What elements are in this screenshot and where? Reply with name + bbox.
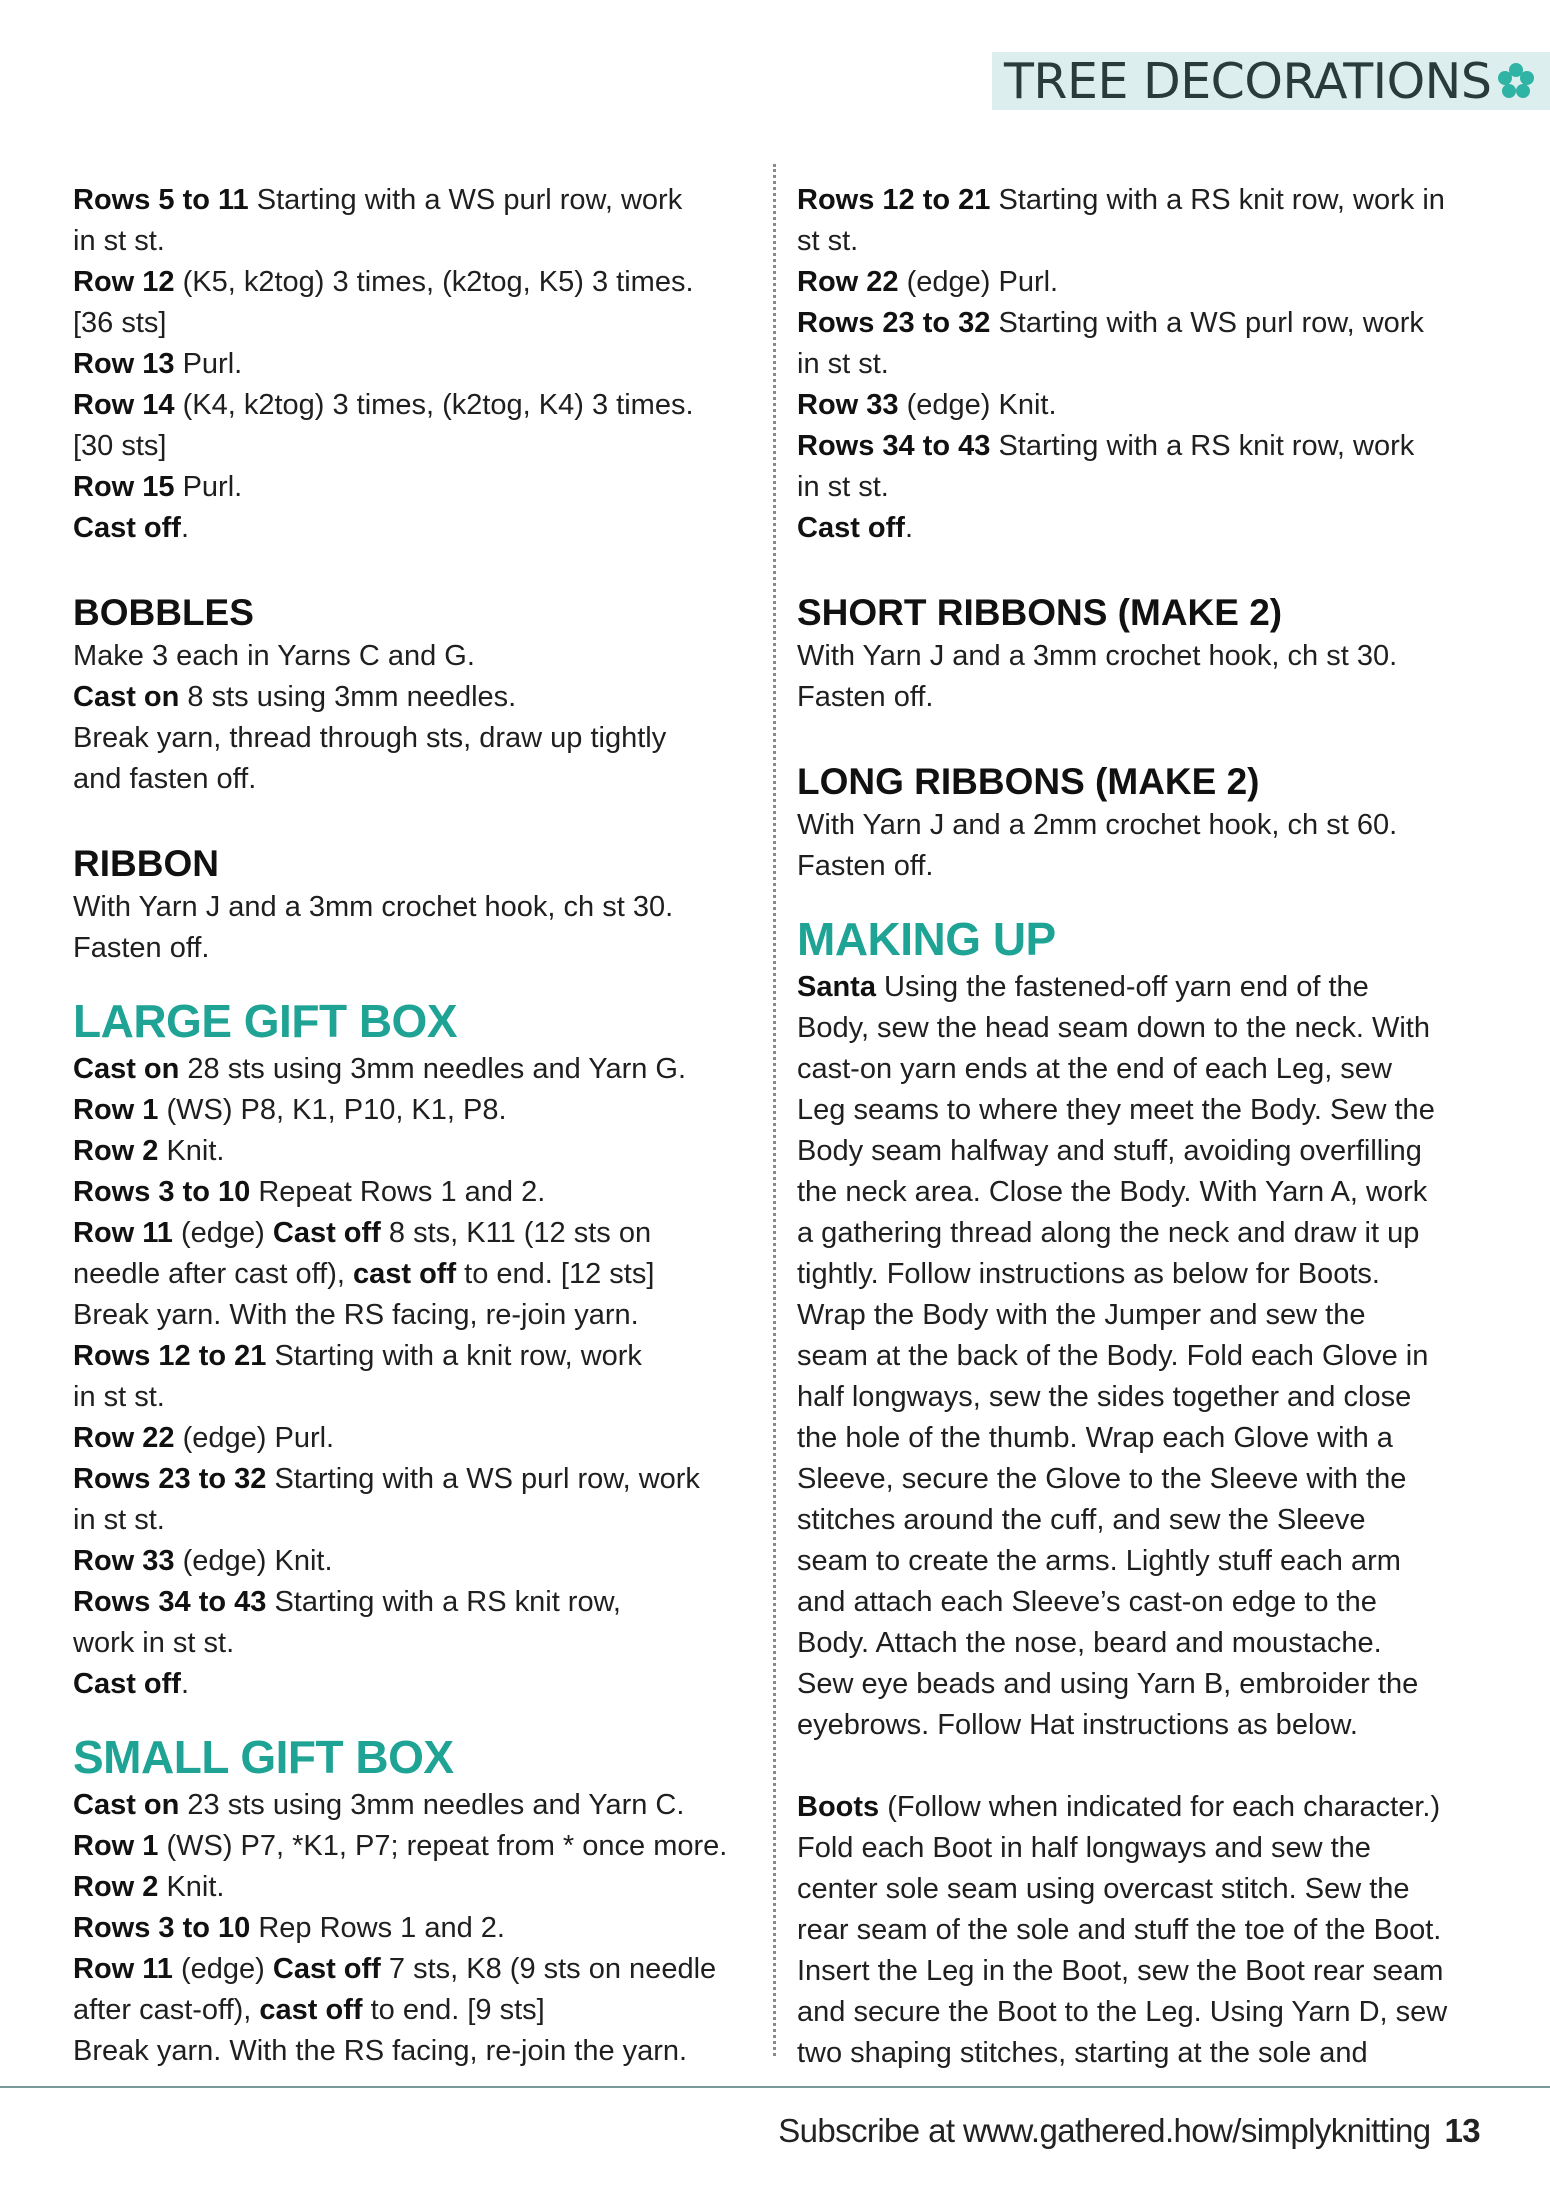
line-text: rear seam of the sole and stuff the toe of the Boot. [797, 1914, 1442, 1946]
flower-icon [1497, 62, 1535, 100]
line-text: seam at the back of the Body. Fold each Glove in [797, 1340, 1429, 1372]
text-line [797, 1090, 1487, 1131]
right-column [797, 180, 1487, 2074]
bold-term: Rows 23 to 32 [797, 307, 991, 339]
line-text: (edge) Knit. [174, 1545, 333, 1577]
spacer [797, 549, 1487, 590]
text-line [797, 967, 1487, 1008]
bold-term: Cast off [272, 1217, 381, 1249]
line-text: 8 sts using 3mm needles. [179, 681, 517, 713]
text-line [797, 1992, 1487, 2033]
text-line [797, 262, 1487, 303]
text-line [797, 385, 1487, 426]
text-line [797, 2033, 1487, 2074]
bold-term: Boots [797, 1791, 880, 1823]
line-text: the hole of the thumb. Wrap each Glove with a [797, 1422, 1393, 1454]
line-text: Rep Rows 1 and 2. [250, 1912, 505, 1944]
line-text: Starting with a WS purl row, work [266, 1463, 700, 1495]
line-text: . [904, 512, 914, 544]
bold-term: Row 33 [73, 1545, 175, 1577]
line-text: 8 sts, K11 (12 sts on [380, 1217, 652, 1249]
text-line [797, 1377, 1487, 1418]
line-text: Purl. [174, 348, 243, 380]
text-line [73, 759, 763, 800]
text-line [73, 1254, 763, 1295]
text-line [797, 1500, 1487, 1541]
section-heading: SMALL GIFT BOX [73, 1731, 454, 1783]
spacer [73, 800, 763, 841]
text-line [73, 426, 763, 467]
text-line [73, 303, 763, 344]
bold-term: Row 22 [73, 1422, 175, 1454]
line-text: Starting with a RS knit row, work in [990, 184, 1445, 216]
text-line [73, 1377, 763, 1418]
spacer [797, 718, 1487, 759]
text-line [797, 508, 1487, 549]
line-text: 28 sts using 3mm needles and Yarn G. [179, 1053, 687, 1085]
bold-term: Row 1 [73, 1830, 159, 1862]
text-line [797, 1336, 1487, 1377]
line-text: Fasten off. [797, 681, 934, 713]
line-text: (WS) P8, K1, P10, K1, P8. [158, 1094, 507, 1126]
text-line [73, 1418, 763, 1459]
page-number: 13 [1444, 2112, 1480, 2149]
bold-term: cast off [352, 1258, 457, 1290]
text-line [73, 344, 763, 385]
text-line [73, 221, 763, 262]
text-line [73, 1500, 763, 1541]
bold-term: Rows 34 to 43 [73, 1586, 267, 1618]
text-line [73, 1908, 763, 1949]
text-line [797, 1459, 1487, 1500]
text-line [73, 1664, 763, 1705]
text-line [797, 344, 1487, 385]
text-line [797, 1541, 1487, 1582]
line-text: (edge) Knit. [898, 389, 1057, 421]
text-line [797, 1951, 1487, 1992]
bold-term: Row 1 [73, 1094, 159, 1126]
bold-term: Row 15 [73, 471, 175, 503]
line-text: Break yarn. With the RS facing, re-join yarn. [73, 1299, 639, 1331]
bold-term: Santa [797, 971, 876, 1003]
line-text: center sole seam using overcast stitch. Sew the [797, 1873, 1410, 1905]
line-text: eyebrows. Follow Hat instructions as below. [797, 1709, 1358, 1741]
bold-term: cast off [259, 1994, 363, 2026]
bold-term: Rows 12 to 21 [73, 1340, 267, 1372]
line-text: needle after cast off), [73, 1258, 353, 1290]
left-column [73, 180, 763, 2072]
bold-term: Row 11 [73, 1217, 173, 1249]
text-line [797, 1131, 1487, 1172]
line-text: work in st st. [73, 1627, 235, 1659]
bold-term: Rows 34 to 43 [797, 430, 991, 462]
bold-term: Row 22 [797, 266, 899, 298]
text-line [73, 1867, 763, 1908]
line-text: Make 3 each in Yarns C and G. [73, 640, 475, 672]
line-text: (edge) Purl. [174, 1422, 335, 1454]
spacer [797, 1746, 1487, 1787]
line-text: (edge) [172, 1217, 273, 1249]
text-line [797, 1623, 1487, 1664]
text-line [73, 718, 763, 759]
text-line [73, 1172, 763, 1213]
line-text: Sleeve, secure the Glove to the Sleeve with the [797, 1463, 1407, 1495]
text-line [73, 2031, 763, 2072]
line-text: seam to create the arms. Lightly stuff each arm [797, 1545, 1401, 1577]
text-line [73, 1990, 763, 2031]
text-line [797, 1664, 1487, 1705]
bold-term: Row 11 [73, 1953, 173, 1985]
text-line [73, 1541, 763, 1582]
text-line [797, 846, 1487, 887]
section-heading: LARGE GIFT BOX [73, 995, 457, 1047]
line-text: in st st. [73, 225, 165, 257]
text-line [73, 1949, 763, 1990]
sub-heading: LONG RIBBONS (MAKE 2) [797, 761, 1260, 802]
line-text: Knit. [158, 1871, 225, 1903]
text-line [73, 385, 763, 426]
line-text: With Yarn J and a 2mm crochet hook, ch st 60. [797, 809, 1398, 841]
bold-term: Cast on [73, 681, 180, 713]
text-line [797, 1254, 1487, 1295]
text-line [797, 636, 1487, 677]
line-text: [30 sts] [73, 430, 167, 462]
line-text: Fasten off. [797, 850, 934, 882]
text-line [797, 1172, 1487, 1213]
text-line [797, 1295, 1487, 1336]
line-text: cast-on yarn ends at the end of each Leg, sew [797, 1053, 1392, 1085]
bold-term: Rows 5 to 11 [73, 184, 249, 216]
line-text: Break yarn, thread through sts, draw up tightly [73, 722, 667, 754]
line-text: Body. Attach the nose, beard and moustache. [797, 1627, 1382, 1659]
spacer [73, 969, 763, 993]
line-text: to end. [9 sts] [362, 1994, 545, 2026]
line-text: st st. [797, 225, 859, 257]
footer [778, 2112, 1480, 2150]
line-text: Starting with a knit row, work [266, 1340, 642, 1372]
line-text: Purl. [174, 471, 243, 503]
line-text: Fasten off. [73, 932, 210, 964]
text-line [73, 1826, 763, 1867]
line-text: Starting with a RS knit row, work [990, 430, 1415, 462]
line-text: in st st. [797, 471, 889, 503]
line-text: Starting with a WS purl row, work [248, 184, 683, 216]
line-text: Body, sew the head seam down to the neck. With [797, 1012, 1430, 1044]
line-text: With Yarn J and a 3mm crochet hook, ch st 30. [73, 891, 674, 923]
text-line [797, 805, 1487, 846]
text-line [73, 1336, 763, 1377]
line-text: (Follow when indicated for each character.) [879, 1791, 1441, 1823]
line-text: . [180, 1668, 190, 1700]
spacer [797, 887, 1487, 911]
line-text: Insert the Leg in the Boot, sew the Boot rear seam [797, 1955, 1444, 1987]
text-line [73, 1049, 763, 1090]
line-text: (WS) P7, *K1, P7; repeat from * once more. [158, 1830, 728, 1862]
line-text: in st st. [73, 1381, 165, 1413]
line-text: Using the fastened-off yarn end of the [875, 971, 1369, 1003]
text-line [73, 1582, 763, 1623]
text-line [73, 262, 763, 303]
text-line [73, 1623, 763, 1664]
line-text: Knit. [158, 1135, 225, 1167]
bold-term: Cast on [73, 1789, 180, 1821]
text-line [797, 303, 1487, 344]
text-line [73, 1090, 763, 1131]
bold-term: Cast off [73, 1668, 181, 1700]
sub-heading: RIBBON [73, 843, 219, 884]
text-line [73, 928, 763, 969]
section-title: TREE DECORATIONS [1004, 52, 1492, 110]
line-text: Break yarn. With the RS facing, re-join the yarn. [73, 2035, 688, 2067]
bold-term: Rows 23 to 32 [73, 1463, 267, 1495]
line-text: (K5, k2tog) 3 times, (k2tog, K5) 3 times. [174, 266, 694, 298]
bold-term: Cast off [797, 512, 905, 544]
line-text: after cast-off), [73, 1994, 260, 2026]
line-text: and fasten off. [73, 763, 257, 795]
section-header [992, 52, 1550, 110]
line-text: Fold each Boot in half longways and sew the [797, 1832, 1371, 1864]
line-text: and attach each Sleeve’s cast-on edge to the [797, 1586, 1377, 1618]
text-line [73, 508, 763, 549]
text-line [797, 467, 1487, 508]
line-text: tightly. Follow instructions as below for Boots. [797, 1258, 1380, 1290]
bold-term: Rows 3 to 10 [73, 1176, 251, 1208]
text-line [797, 1213, 1487, 1254]
line-text: . [180, 512, 190, 544]
line-text: a gathering thread along the neck and draw it up [797, 1217, 1420, 1249]
line-text: half longways, sew the sides together and close [797, 1381, 1412, 1413]
bold-term: Row 33 [797, 389, 899, 421]
text-line [797, 1582, 1487, 1623]
line-text: and secure the Boot to the Leg. Using Yarn D, sew [797, 1996, 1448, 2028]
line-text: Wrap the Body with the Jumper and sew the [797, 1299, 1366, 1331]
line-text: two shaping stitches, starting at the sole and [797, 2037, 1368, 2069]
bold-term: Cast on [73, 1053, 180, 1085]
spacer [73, 549, 763, 590]
line-text: Repeat Rows 1 and 2. [250, 1176, 546, 1208]
line-text: in st st. [797, 348, 889, 380]
line-text: the neck area. Close the Body. With Yarn A, work [797, 1176, 1428, 1208]
bold-term: Row 14 [73, 389, 175, 421]
bold-term: Row 2 [73, 1871, 159, 1903]
bold-term: Row 2 [73, 1135, 159, 1167]
bold-term: Cast off [272, 1953, 381, 1985]
subscribe-text: Subscribe at www.gathered.how/simplyknitting [778, 2112, 1431, 2149]
bold-term: Rows 3 to 10 [73, 1912, 251, 1944]
text-line [797, 677, 1487, 718]
bold-term: Cast off [73, 512, 181, 544]
sub-heading: SHORT RIBBONS (MAKE 2) [797, 592, 1283, 633]
text-line [73, 467, 763, 508]
line-text: (edge) Purl. [898, 266, 1059, 298]
line-text: 23 sts using 3mm needles and Yarn C. [179, 1789, 685, 1821]
text-line [73, 636, 763, 677]
column-divider [773, 164, 776, 2056]
text-line [797, 1828, 1487, 1869]
text-line [73, 1131, 763, 1172]
line-text: stitches around the cuff, and sew the Sleeve [797, 1504, 1366, 1536]
text-line [797, 1910, 1487, 1951]
text-line [797, 1787, 1487, 1828]
text-line [797, 180, 1487, 221]
line-text: With Yarn J and a 3mm crochet hook, ch st 30. [797, 640, 1398, 672]
text-line [73, 1785, 763, 1826]
line-text: (K4, k2tog) 3 times, (k2tog, K4) 3 times. [174, 389, 694, 421]
text-line [797, 1869, 1487, 1910]
section-heading: MAKING UP [797, 913, 1056, 965]
text-line [797, 1049, 1487, 1090]
line-text: Body seam halfway and stuff, avoiding overfilling [797, 1135, 1422, 1167]
spacer [73, 1705, 763, 1729]
text-line [73, 1295, 763, 1336]
line-text: (edge) [172, 1953, 273, 1985]
line-text: to end. [12 sts] [456, 1258, 655, 1290]
text-line [73, 677, 763, 718]
line-text: [36 sts] [73, 307, 167, 339]
text-line [797, 1418, 1487, 1459]
text-line [797, 1008, 1487, 1049]
line-text: Sew eye beads and using Yarn B, embroider the [797, 1668, 1419, 1700]
text-line [73, 180, 763, 221]
line-text: Starting with a WS purl row, work [990, 307, 1424, 339]
footer-rule [0, 2086, 1550, 2088]
line-text: 7 sts, K8 (9 sts on needle [380, 1953, 717, 1985]
bold-term: Row 12 [73, 266, 175, 298]
text-line [73, 887, 763, 928]
text-line [797, 426, 1487, 467]
sub-heading: BOBBLES [73, 592, 254, 633]
bold-term: Rows 12 to 21 [797, 184, 991, 216]
text-line [797, 221, 1487, 262]
bold-term: Row 13 [73, 348, 175, 380]
line-text: Leg seams to where they meet the Body. Sew the [797, 1094, 1435, 1126]
text-line [73, 1213, 763, 1254]
text-line [797, 1705, 1487, 1746]
line-text: in st st. [73, 1504, 165, 1536]
text-line [73, 1459, 763, 1500]
line-text: Starting with a RS knit row, [266, 1586, 621, 1618]
